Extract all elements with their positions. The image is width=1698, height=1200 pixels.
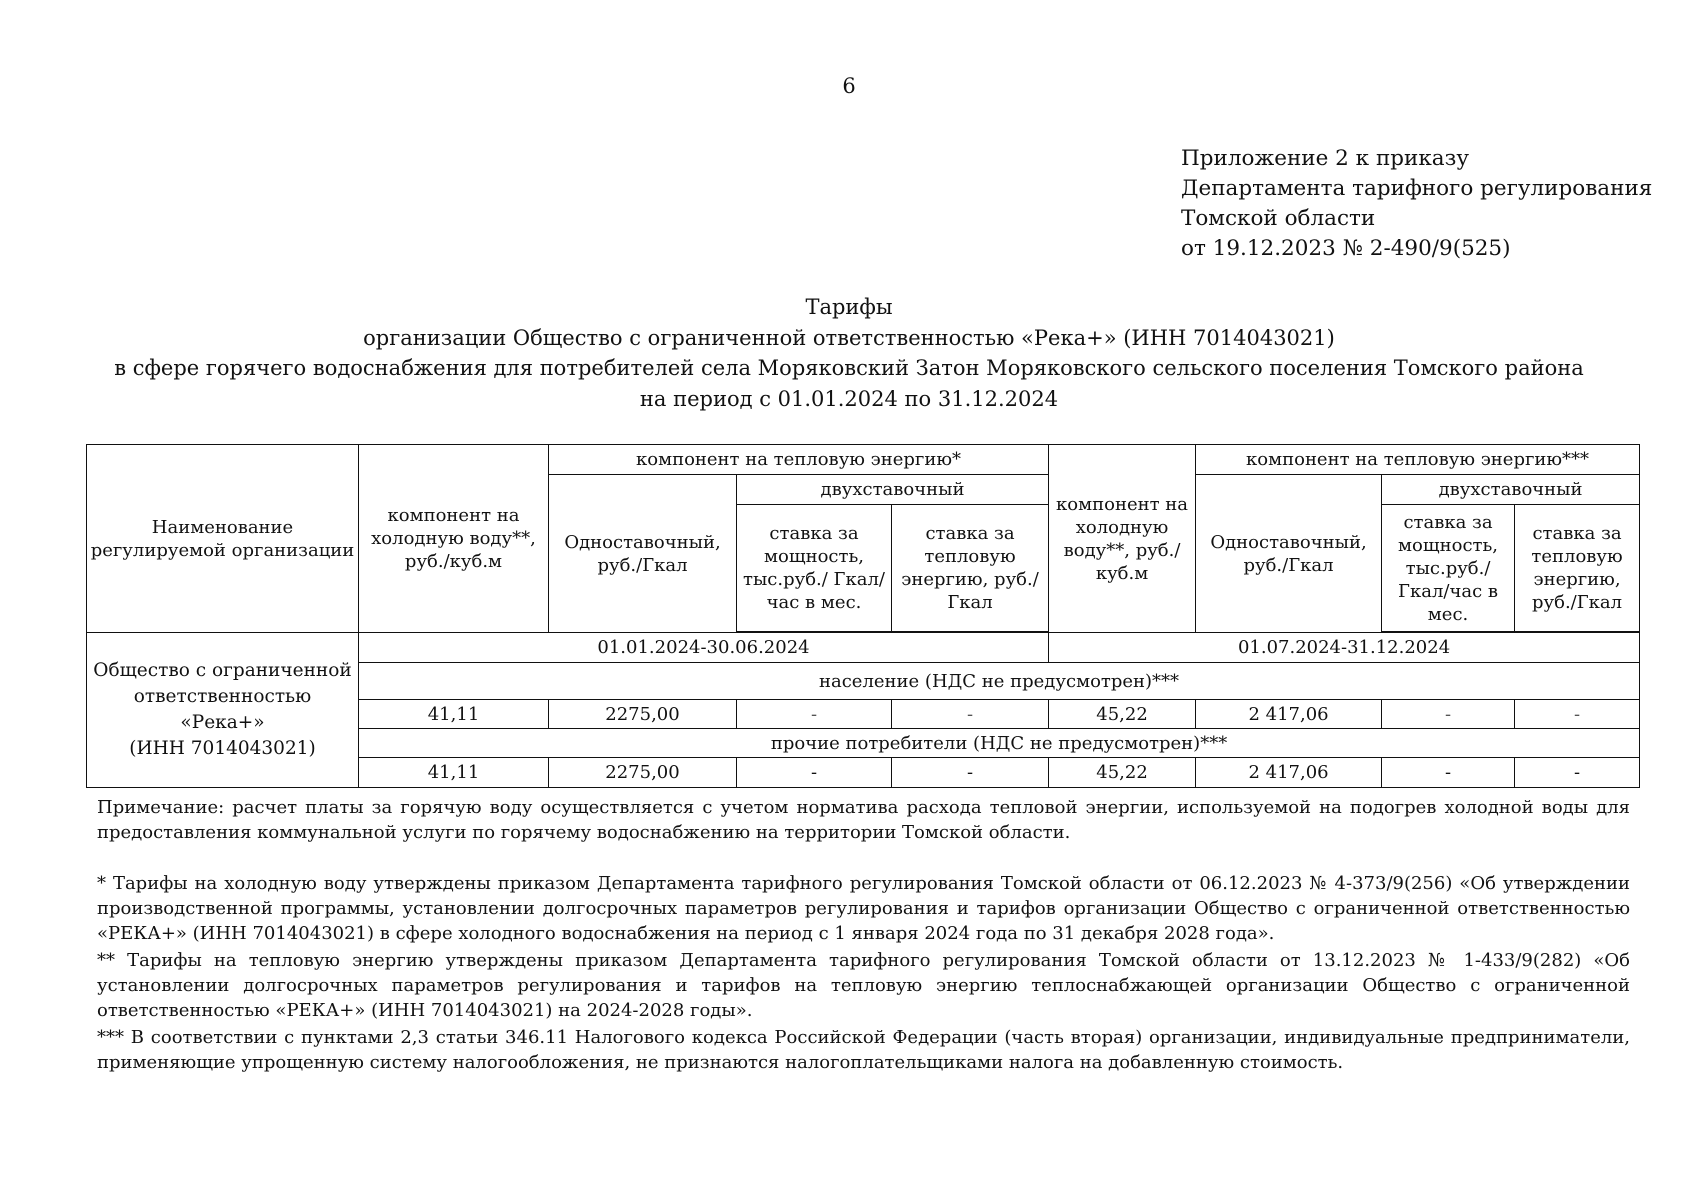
table-cell: 2 417,06 xyxy=(1196,758,1382,788)
appendix-line: Приложение 2 к приказу xyxy=(1181,146,1470,171)
title-line: на период с 01.01.2024 по 31.12.2024 xyxy=(639,386,1059,411)
header-two-rate-1: двухставочный xyxy=(737,475,1049,505)
title-line: организации Общество с ограниченной ответственностью «Река+» (ИНН 7014043021) xyxy=(363,325,1335,350)
org-name-line: «Река+» xyxy=(180,712,265,733)
page-number: 6 xyxy=(842,74,856,98)
table-cell: - xyxy=(737,758,892,788)
note-paragraph: Примечание: расчет платы за горячую воду осуществляется с учетом норматива расхода тепловой энергии, используемой на подогрев холодной воды для предоставления коммунальной услуги по горячему водоснабжению на территории Томской области. xyxy=(97,797,1630,843)
table-cell: - xyxy=(1515,700,1640,729)
table-cell: - xyxy=(892,700,1049,729)
group-label-population: население (НДС не предусмотрен)*** xyxy=(359,663,1640,700)
org-name-line: Общество с ограниченной xyxy=(93,660,352,681)
footnotes xyxy=(97,871,1630,1077)
title-line: в сфере горячего водоснабжения для потребителей села Моряковский Затон Моряковского сельского поселения Томского района xyxy=(114,356,1584,380)
title-line: Тарифы xyxy=(805,295,893,319)
header-energy-rate-1: ставка за тепловую энергию, руб./Гкал xyxy=(892,505,1049,632)
period-1: 01.01.2024-30.06.2024 xyxy=(359,633,1049,663)
header-heat-component-1: компонент на тепловую энергию* xyxy=(549,445,1049,475)
table-cell: - xyxy=(1515,758,1640,788)
header-capacity-rate-1: ставка за мощность, тыс.руб./ Гкал/час в мес. xyxy=(737,505,892,632)
group-label-other-consumers: прочие потребители (НДС не предусмотрен)*** xyxy=(359,729,1640,758)
header-heat-component-2: компонент на тепловую энергию*** xyxy=(1196,445,1640,475)
org-name-line: (ИНН 7014043021) xyxy=(129,738,316,759)
appendix-line: Департамента тарифного регулирования xyxy=(1181,176,1653,201)
header-capacity-rate-2: ставка за мощность, тыс.руб./ Гкал/час в мес. xyxy=(1382,505,1515,632)
footnote-2: ** Тарифы на тепловую энергию утверждены приказом Департамента тарифного регулирования Томской области от 13.12.2023 № 1-433/9(282) «Об установлении долгосрочных параметров регулирования и тарифов на тепловую энергию теплоснабжающей организации Общество с ограниченной ответственностью «РЕКА+» (ИНН 7014043021) на 2024-2028 годы». xyxy=(97,950,1630,1021)
header-energy-rate-2: ставка за тепловую энергию, руб./Гкал xyxy=(1515,505,1640,632)
header-two-rate-2: двухставочный xyxy=(1382,475,1640,505)
table-cell: 2275,00 xyxy=(549,758,737,788)
table-cell: 41,11 xyxy=(359,700,549,729)
table-cell: - xyxy=(737,700,892,729)
table-cell: 2 417,06 xyxy=(1196,700,1382,729)
org-name-cell xyxy=(87,633,359,788)
footnote-3: *** В соответствии с пунктами 2,3 статьи 346.11 Налогового кодекса Российской Федерации (часть вторая) организации, индивидуальные предприниматели, применяющие упрощенную систему налогообложения, не признаются налогоплательщиками налога на добавленную стоимость. xyxy=(97,1027,1630,1073)
footnote-1: * Тарифы на холодную воду утверждены приказом Департамента тарифного регулирования Томской области от 06.12.2023 № 4-373/9(256) «Об утверждении производственной программы, установлении долгосрочных параметров регулирования и тарифов организации Общество с ограниченной ответственностью «РЕКА+» (ИНН 7014043021) в сфере холодного водоснабжения на период с 1 января 2024 года по 31 декабря 2028 года». xyxy=(97,873,1630,944)
header-org-name: Наименование регулируемой организации xyxy=(87,445,359,633)
table-cell: - xyxy=(1382,758,1515,788)
document-title xyxy=(0,292,1698,414)
table-cell: - xyxy=(892,758,1049,788)
table-cell: 41,11 xyxy=(359,758,549,788)
header-single-rate-2: Одноставочный, руб./Гкал xyxy=(1196,475,1382,633)
table-cell: 2275,00 xyxy=(549,700,737,729)
tariffs-table xyxy=(86,444,1640,788)
header-cold-water-2: компонент на холодную воду**, руб./куб.м xyxy=(1049,445,1196,633)
table-cell: - xyxy=(1382,700,1515,729)
appendix-line: от 19.12.2023 № 2-490/9(525) xyxy=(1181,236,1511,261)
appendix-line: Томской области xyxy=(1181,206,1376,231)
header-cold-water-1: компонент на холодную воду**, руб./куб.м xyxy=(359,445,549,633)
table-cell: 45,22 xyxy=(1049,700,1196,729)
table-cell: 45,22 xyxy=(1049,758,1196,788)
appendix-block xyxy=(1181,144,1652,264)
period-2: 01.07.2024-31.12.2024 xyxy=(1049,633,1640,663)
org-name-line: ответственностью xyxy=(133,686,312,707)
header-single-rate-1: Одноставочный, руб./Гкал xyxy=(549,475,737,633)
